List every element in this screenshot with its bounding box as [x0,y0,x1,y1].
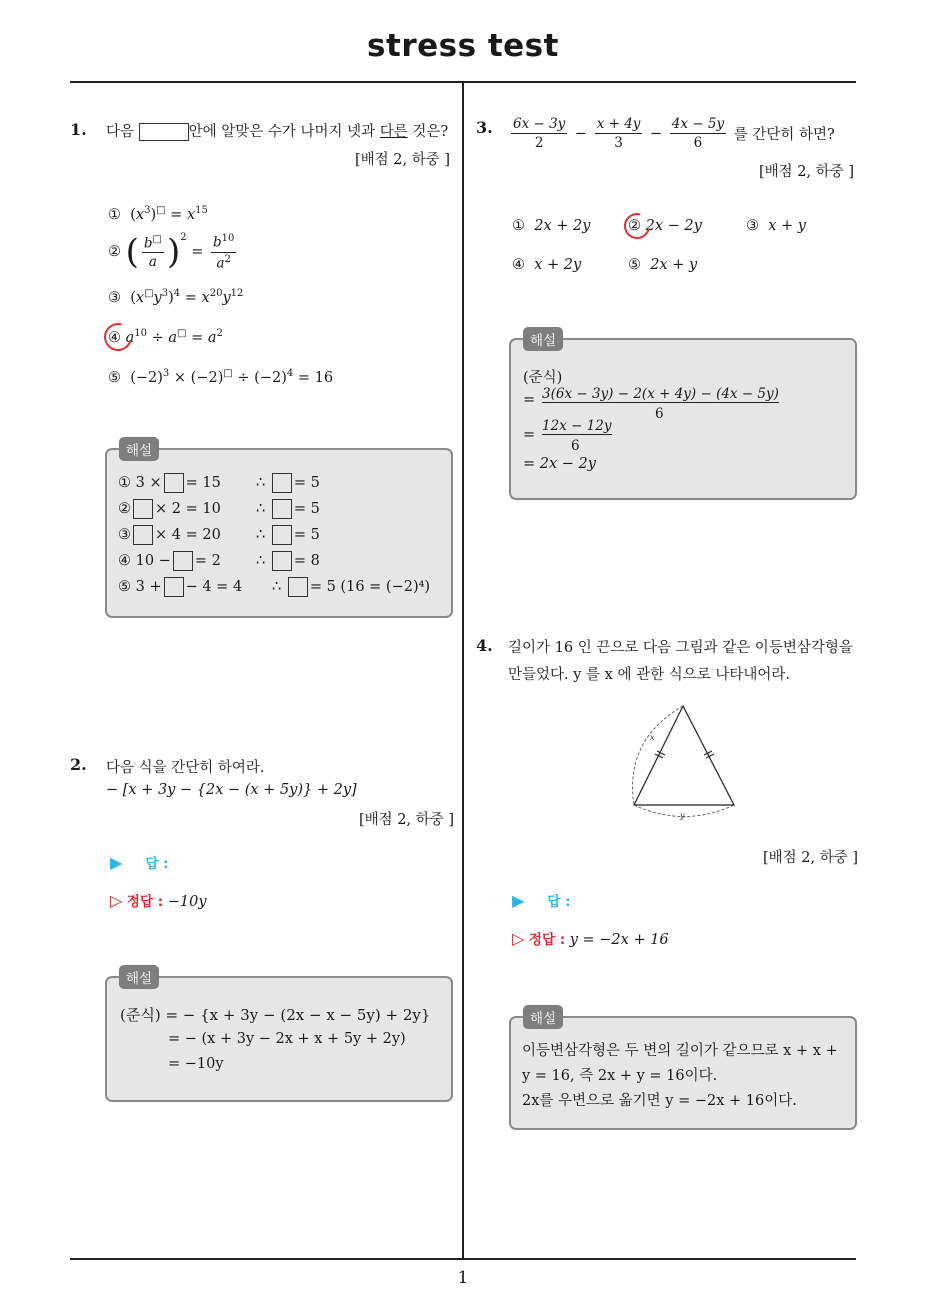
q3-explain-line-2: 3(6x − 3y) − 2(x + 4y) − (4x − 5y) [542,386,779,402]
q1-option-5-marker: ⑤ [108,369,121,386]
blank-box [133,525,153,545]
q3-explain-line-5: 6 [571,438,580,454]
q3-option-2: ② 2x − 2y [628,218,702,234]
q2-explanation-tag: 해설 [119,965,159,989]
q2-stem: 다음 식을 간단히 하여라. [106,760,265,776]
q4-figure-y-label: y [680,811,685,820]
q4-explanation-tag: 해설 [523,1005,563,1029]
q4-correct-value: y = −2x + 16 [569,932,669,948]
q3-option-3: ③ x + y [746,218,806,234]
blank-box [173,551,193,571]
play-icon: ▶ [110,853,123,872]
blank-box [288,577,308,597]
q2-explain-line-3: = −10y [168,1056,224,1072]
q1-option-2-marker: ② [108,244,121,260]
q3-option-5: ⑤ 2x + y [628,257,698,273]
q1-explain-row-5: ⑤ 3 + − 4 = 4 [118,579,243,595]
q4-answer-label: 답 : [547,894,571,910]
q1-explain-result-1: ∴ = 5 [256,475,320,491]
q1-option-3-marker: ③ [108,289,121,306]
q2-correct-value: −10y [167,894,207,910]
q1-option-1-marker: ① [108,206,121,223]
q2-expression: − [x + 3y − {2x − (x + 5y)} + 2y] [106,782,357,798]
q2-answer-line [110,852,169,872]
q3-option-4: ④ x + 2y [512,257,582,273]
blank-box [164,473,184,493]
q4-correct-line [512,928,669,948]
q4-number: 4. [476,636,493,655]
q2-explain-line-2: = − (x + 3y − 2x + x + 5y + 2y) [168,1031,406,1047]
play-icon: ▶ [512,891,525,910]
q2-explain-line-1: (준식) = − {x + 3y − (2x − x − 5y) + 2y} [120,1006,431,1024]
q1-text-end: 것은? [412,124,449,140]
blank-box [272,499,292,519]
blank-box [133,499,153,519]
q3-score: [배점 2, 하중 ] [758,164,854,180]
q4-answer-line [512,890,571,910]
q1-explain-result-4: ∴ = 8 [256,553,320,569]
q1-explain-row-1: ① 3 × = 15 [118,475,221,491]
q1-option-3: ③ $(x^□y^3)^4 = x^{20}y^{12}$ [108,288,244,306]
blank-box [272,473,292,493]
blank-box [164,577,184,597]
page-title: stress test [367,28,559,64]
q4-explain-line-2: y = 16, 즉 2x + y = 16이다. [522,1068,718,1084]
q1-explain-result-5: ∴ = 5 (16 = (−2)⁴) [272,579,431,595]
q1-blank-box [139,123,189,141]
q2-answer-label: 답 : [145,856,169,872]
q1-option-2: ② ( $\frac{b^□}{a}$ ) 2 = $\frac{b^{10}}{a^2}$ [108,232,235,272]
q1-option-4-marker: ④ [108,329,121,346]
q1-text-before: 다음 [106,124,135,140]
q4-isosceles-triangle-figure [620,700,750,822]
q1-number: 1. [70,120,87,139]
page-number: 1 [457,1268,469,1288]
q1-underlined-word: 다른 [379,124,408,140]
q3-explain-line-1: (준식) [523,370,563,386]
q3-text-after: 를 간단히 하면? [733,127,835,143]
q2-score: [배점 2, 하중 ] [358,812,454,828]
q2-correct-line [110,890,207,910]
blank-box [272,551,292,571]
q1-option-4: ④ $a^{10} \div a^□ = a^2$ [108,328,223,346]
q1-option-5: ⑤ $(-2)^3 \times (-2)^□ \div (-2)^4 = 16$ [108,368,334,386]
q4-correct-label: 정답 : [528,932,566,948]
column-divider [462,82,464,1259]
q4-stem-line-2: 만들었다. y 를 x 에 관한 식으로 나타내어라. [508,667,790,683]
q3-option-1: ① 2x + 2y [512,218,591,234]
q1-explain-row-4: ④ 10 − = 2 [118,553,221,569]
q1-explain-row-3: ③ × 4 = 20 [118,527,221,543]
q3-explain-line-4: 12x − 12y [542,418,612,434]
q3-explain-line-6: = 2x − 2y [523,456,596,472]
q1-answer-circle-mark [99,318,137,356]
q3-explain-eq-1: = [523,392,536,408]
outline-triangle-icon: ▷ [110,891,123,910]
q1-score: [배점 2, 하중 ] [354,152,450,168]
blank-box [272,525,292,545]
q1-explain-result-3: ∴ = 5 [256,527,320,543]
q4-explain-line-3: 2x를 우변으로 옮기면 y = −2x + 16이다. [522,1093,797,1109]
q3-explain-line-3: 6 [655,406,664,422]
q1-option-1: ① $(x^3)^□ = x^{15}$ [108,205,208,223]
q1-text-after: 안에 알맞은 수가 나머지 넷과 [188,124,376,140]
q1-explain-row-2: ② × 2 = 10 [118,501,221,517]
q1-explain-result-2: ∴ = 5 [256,501,320,517]
q2-number: 2. [70,755,87,774]
q3-answer-circle-mark [619,208,655,244]
q2-correct-label: 정답 : [126,894,164,910]
q3-number: 3. [476,118,493,137]
q3-explain-eq-2: = [523,427,536,443]
q4-figure-x-label: x [650,733,655,742]
outline-triangle-icon: ▷ [512,929,525,948]
q3-expression: $\frac{6x - 3y}{2}$ − $\frac{x + 4y}{3}$ − $\frac{4x - 5y}{6}$ 를 간단히 하면? [513,116,835,151]
q4-score: [배점 2, 하중 ] [762,850,858,866]
q1-stem [106,120,448,141]
q4-stem-line-1: 길이가 16 인 끈으로 다음 그림과 같은 이등변삼각형을 [508,640,853,656]
q3-explanation-tag: 해설 [523,327,563,351]
q1-explanation-tag: 해설 [119,437,159,461]
q4-explain-line-1: 이등변삼각형은 두 변의 길이가 같으므로 x + x + [522,1043,838,1059]
bottom-rule [70,1258,856,1260]
